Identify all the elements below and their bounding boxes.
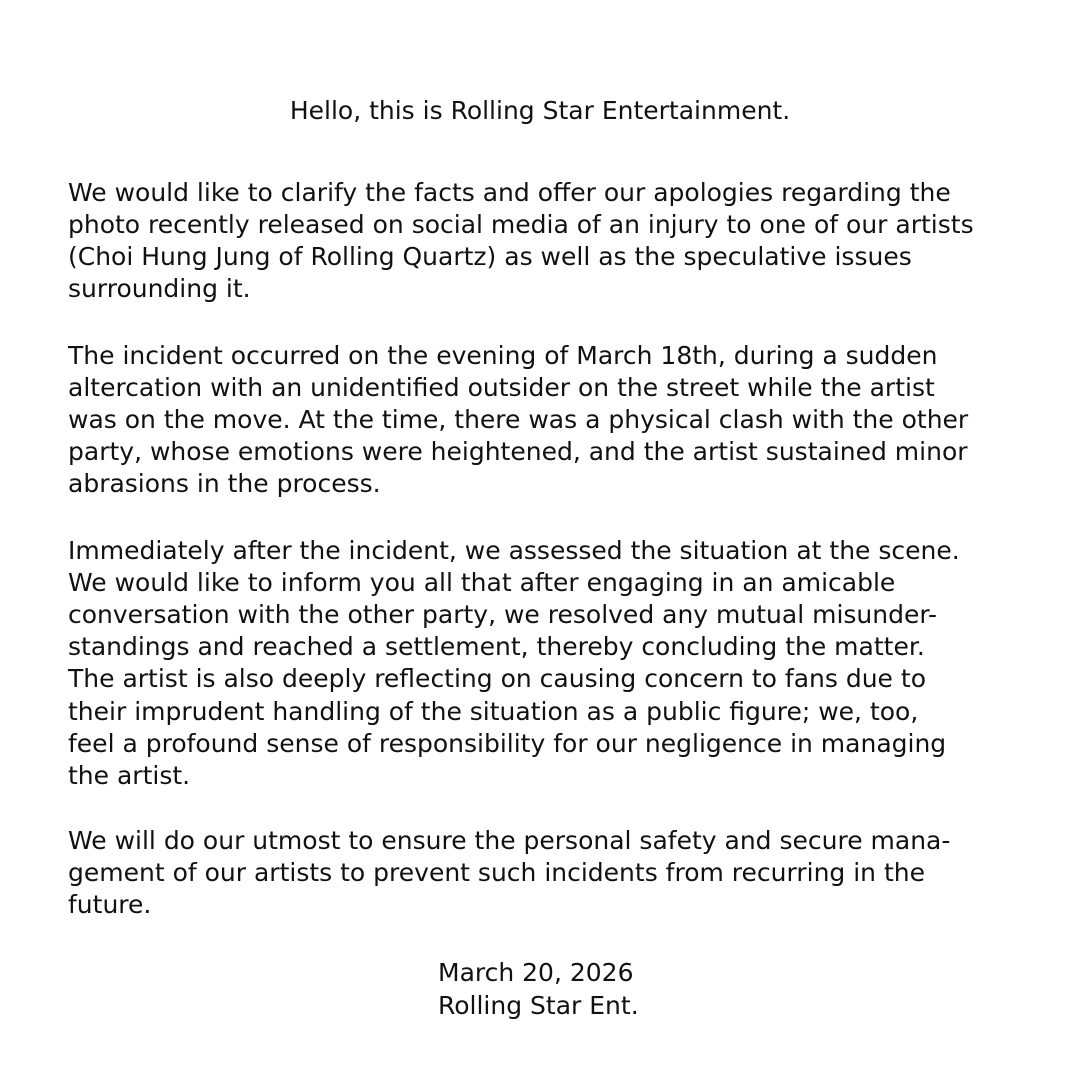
paragraph-2-line-4: party, whose emotions were heightened, and the artist sustained minor xyxy=(68,437,968,466)
paragraph-1-line-4: surrounding it. xyxy=(68,274,251,303)
paragraph-3-line-3: conversation with the other party, we resolved any mutual misunder- xyxy=(68,600,938,629)
paragraph-2-line-2: altercation with an unidentified outsider on the street while the artist xyxy=(68,373,935,402)
paragraph-3-line-7: feel a profound sense of responsibility for our negligence in managing xyxy=(68,729,947,758)
paragraph-3-line-8: the artist. xyxy=(68,761,191,790)
signature-company: Rolling Star Ent. xyxy=(438,991,639,1020)
paragraph-2-line-3: was on the move. At the time, there was a physical clash with the other xyxy=(68,405,969,434)
paragraph-4-line-1: We will do our utmost to ensure the personal safety and secure mana- xyxy=(68,826,951,855)
paragraph-3-line-5: The artist is also deeply reflecting on causing concern to fans due to xyxy=(68,664,926,693)
signature-date: March 20, 2026 xyxy=(438,958,634,987)
paragraph-2-line-5: abrasions in the process. xyxy=(68,469,381,498)
paragraph-1-line-1: We would like to clarify the facts and offer our apologies regarding the xyxy=(68,178,951,207)
paragraph-4-line-2: gement of our artists to prevent such incidents from recurring in the xyxy=(68,858,925,887)
paragraph-1-line-2: photo recently released on social media of an injury to one of our artists xyxy=(68,210,974,239)
paragraph-2-line-1: The incident occurred on the evening of March 18th, during a sudden xyxy=(68,341,938,370)
paragraph-3-line-6: their imprudent handling of the situation as a public figure; we, too, xyxy=(68,697,919,726)
paragraph-3-line-4: standings and reached a settlement, thereby concluding the matter. xyxy=(68,632,925,661)
paragraph-3-line-1: Immediately after the incident, we assessed the situation at the scene. xyxy=(68,536,960,565)
paragraph-1-line-3: (Choi Hung Jung of Rolling Quartz) as well as the speculative issues xyxy=(68,242,912,271)
paragraph-3-line-2: We would like to inform you all that after engaging in an amicable xyxy=(68,568,896,597)
greeting: Hello, this is Rolling Star Entertainment. xyxy=(289,96,791,125)
paragraph-4-line-3: future. xyxy=(68,890,152,919)
